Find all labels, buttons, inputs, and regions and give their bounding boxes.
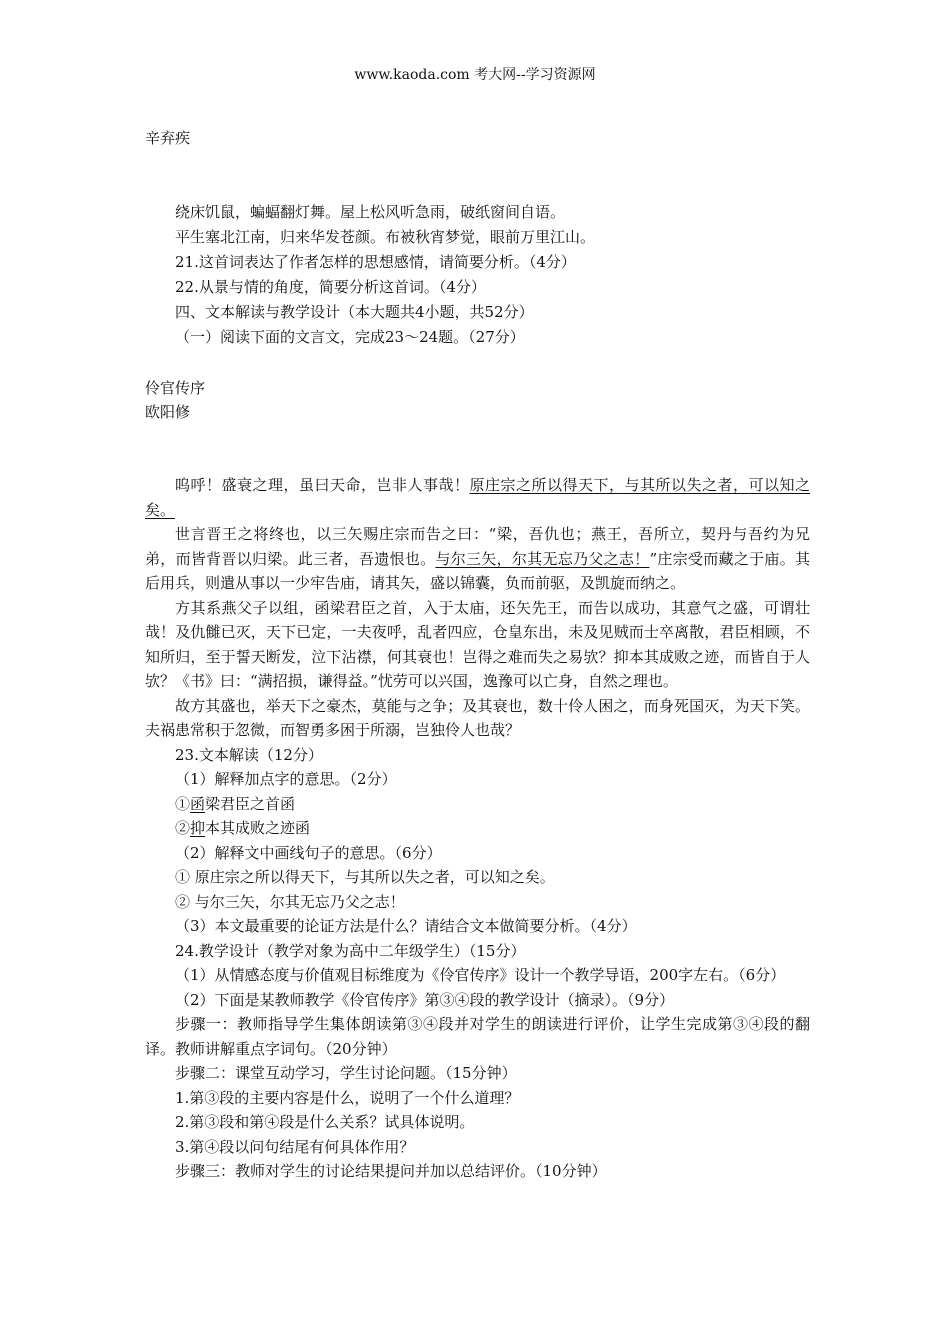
- essay-paragraph-2-text: 世言晋王之将终也，以三矢赐庄宗而告之曰：“梁，吾仇也；燕王，吾所立，契丹与吾约为兄弟，而皆背晋以归梁。此三者，吾遗恨也。: [145, 525, 810, 568]
- underlined-sentence-2: 与尔三矢，尔其无忘乃父之志！: [435, 549, 650, 568]
- poem-author: 辛弃疾: [145, 129, 191, 147]
- question-24-1: （1）从情感态度与价值观目标维度为《伶官传序》设计一个教学导语，200字左右。（6分）: [175, 966, 786, 984]
- poem-line-1: 绕床饥鼠，蝙蝠翻灯舞。屋上松风听急雨，破纸窗间自语。: [175, 203, 566, 221]
- page-header: www.kaoda.com 考大网--学习资源网: [354, 67, 596, 83]
- step-one: 步骤一：教师指导学生集体朗读第③④段并对学生的朗读进行评价，让学生完成第③④段的翻译。教师讲解重点字词句。（20分钟）: [145, 1015, 810, 1058]
- question-24: 24.教学设计（教学对象为高中二年级学生）（15分）: [175, 941, 526, 960]
- essay-author: 欧阳修: [145, 403, 191, 421]
- essay-paragraph-3: 方其系燕父子以组，函梁君臣之首，入于太庙，还矢先王，而告以成功，其意气之盛，可谓壮哉！及仇雠已灭，天下已定，一夫夜呼，乱者四应，仓皇东出，未及见贼而士卒离散，君臣相顾，不知所归，至于誓天断发，泣下沾襟，何其衰也！岂得之难而失之易欤？抑本其成败之迹，而皆自于人欤？《书》曰：“满招损，谦得益。”忧劳可以兴国，逸豫可以亡身，自然之理也。: [145, 598, 810, 690]
- question-23-1-b: [145, 816, 810, 841]
- essay-paragraph-2-text-end: ”庄宗受而藏之于庙。其后用兵，则遣从事以一少牢告庙，请其矢，盛以锦囊，负而前驱，及凯旋而纳之。: [145, 549, 810, 592]
- essay-body: [145, 473, 810, 1184]
- question-23-3: （3）本文最重要的论证方法是什么？请结合文本做简要分析。（4分）: [175, 917, 637, 935]
- item-text: 梁君臣之首函: [205, 794, 296, 813]
- essay-paragraph-1-text: 呜呼！盛衰之理，虽曰天命，岂非人事哉！: [175, 476, 470, 494]
- question-23-2: （2）解释文中画线句子的意思。（6分）: [175, 843, 442, 862]
- question-23-1-a: [145, 792, 810, 817]
- section-four-heading: 四、文本解读与教学设计（本大题共4小题，共52分）: [175, 303, 534, 321]
- item-number: ①: [175, 794, 191, 813]
- essay-title: 伶官传序: [145, 379, 206, 397]
- item-text: 本其成败之迹函: [205, 819, 311, 837]
- step-three: 步骤三：教师对学生的讨论结果提问并加以总结评价。（10分钟）: [175, 1162, 607, 1180]
- underlined-sentence-1: 原庄宗之所以得天下，与其所以失之者，可以知之矣。: [145, 476, 810, 519]
- item-number: ②: [175, 819, 191, 837]
- essay-paragraph-2: [145, 522, 810, 596]
- essay-paragraph-1: [145, 473, 810, 522]
- dotted-character: 函: [190, 794, 206, 813]
- step-two-item-3: 3.第④段以问句结尾有何具体作用？: [175, 1137, 415, 1156]
- step-two-item-1: 1.第③段的主要内容是什么，说明了一个什么道理？: [175, 1088, 520, 1107]
- question-23: 23.文本解读（12分）: [175, 745, 323, 764]
- dotted-character: 抑: [190, 819, 206, 837]
- question-23-2-a: ① 原庄宗之所以得天下，与其所以失之者，可以知之矣。: [175, 868, 555, 886]
- step-two-item-2: 2.第③段和第④段是什么关系？试具体说明。: [175, 1113, 475, 1131]
- question-24-2: （2）下面是某教师教学《伶官传序》第③④段的教学设计（摘录）。（9分）: [175, 990, 675, 1009]
- question-23-2-b: ② 与尔三矢，尔其无忘乃父之志！: [175, 892, 405, 911]
- essay-paragraph-4: 故方其盛也，举天下之豪杰，莫能与之争；及其衰也，数十伶人困之，而身死国灭，为天下笑。夫祸患常积于忽微，而智勇多困于所溺，岂独伶人也哉？: [145, 696, 810, 739]
- question-23-1: （1）解释加点字的意思。（2分）: [175, 770, 397, 788]
- question-22: 22.从景与情的角度，简要分析这首词。（4分）: [175, 278, 486, 296]
- poem-line-2: 平生塞北江南，归来华发苍颜。布被秋宵梦觉，眼前万里江山。: [175, 228, 596, 246]
- subsection-one-heading: （一）阅读下面的文言文，完成23～24题。（27分）: [175, 328, 525, 346]
- step-two: 步骤二：课堂互动学习，学生讨论问题。（15分钟）: [175, 1064, 517, 1082]
- question-21: 21.这首词表达了作者怎样的思想感情，请简要分析。（4分）: [175, 253, 576, 271]
